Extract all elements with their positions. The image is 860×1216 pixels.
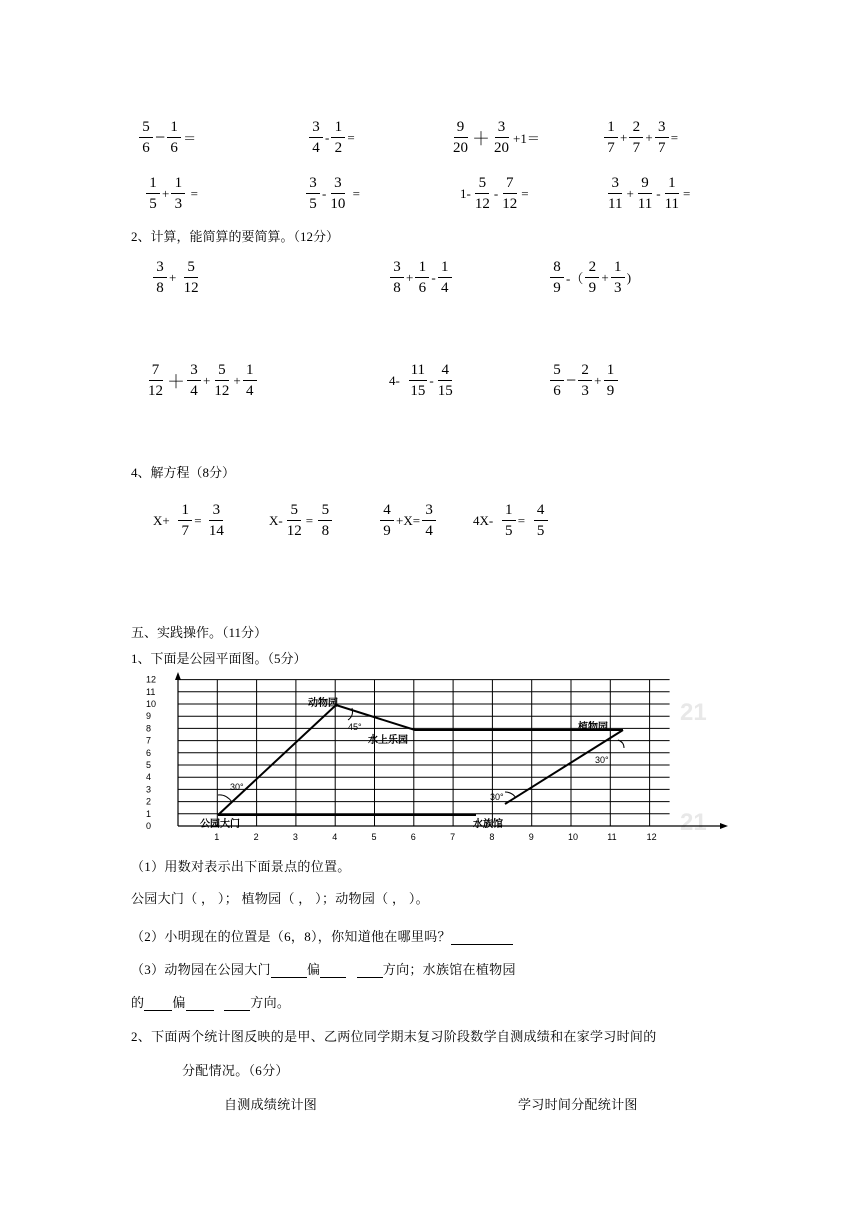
numerator: 1 — [611, 258, 625, 278]
denominator: 7 — [181, 523, 189, 539]
fraction — [407, 361, 428, 400]
numerator: 3 — [153, 258, 167, 278]
q1-2-line — [131, 926, 513, 945]
denominator: 12 — [214, 383, 230, 399]
denominator: 5 — [309, 196, 317, 212]
x-axis-arrow — [720, 823, 728, 829]
denominator: 15 — [437, 383, 453, 399]
q1-2-text: （2）小明现在的位置是（6，8），你知道他在哪里吗？ — [131, 929, 451, 944]
q1-3-text-d: 的 — [131, 995, 145, 1010]
numerator: 1 — [331, 118, 345, 138]
q2-heading-cont: 分配情况。（6分） — [182, 1063, 289, 1078]
fraction — [549, 258, 565, 297]
operator: + — [406, 269, 414, 285]
fraction — [435, 361, 456, 400]
watermark — [680, 699, 707, 836]
x-tick-label: 3 — [292, 832, 298, 842]
operator: = — [670, 129, 679, 145]
operator: = — [194, 512, 205, 528]
fraction — [330, 118, 346, 157]
q1-3-text-b: 偏 — [306, 962, 321, 977]
fraction — [177, 501, 193, 540]
calc-2 — [389, 258, 453, 297]
fraction — [186, 361, 202, 400]
fraction — [379, 501, 395, 540]
fraction — [491, 118, 512, 157]
denominator: 5 — [536, 523, 545, 539]
map-grid — [178, 680, 670, 826]
numerator: 3 — [608, 174, 622, 194]
fraction — [138, 118, 154, 157]
numerator: 4 — [534, 501, 548, 521]
denominator: 9 — [588, 280, 597, 296]
operator: − — [155, 127, 166, 147]
fraction — [635, 174, 655, 213]
fraction — [499, 174, 520, 213]
angle-arc-botanical — [618, 740, 624, 748]
denominator: 11 — [664, 196, 680, 212]
fraction — [628, 118, 644, 157]
park-map — [140, 670, 740, 846]
y-tick-label: 8 — [146, 723, 152, 734]
calc-1 — [152, 258, 202, 297]
y-tick-label: 9 — [146, 711, 152, 722]
operator: = — [521, 185, 529, 201]
operator: - — [429, 372, 434, 388]
numerator: 3 — [422, 501, 436, 521]
denominator: 6 — [170, 140, 178, 156]
section4-heading: 4、解方程（8分） — [131, 465, 236, 480]
operator: + — [645, 129, 653, 145]
denominator: 7 — [657, 140, 666, 156]
chart-title-right: 学习时间分配统计图 — [518, 1097, 638, 1112]
denominator: 8 — [156, 280, 164, 296]
x-tick-label: 10 — [568, 832, 579, 842]
numerator: 5 — [475, 174, 489, 194]
fraction — [327, 174, 348, 213]
quick-calc-4 — [603, 118, 679, 157]
y-tick-label: 7 — [146, 735, 152, 746]
numerator: 1 — [171, 174, 185, 194]
numerator: 5 — [318, 501, 332, 521]
numerator: 1 — [665, 174, 679, 194]
x-tick-label: 9 — [528, 832, 534, 842]
operator: + — [626, 185, 634, 201]
numerator: 3 — [187, 361, 201, 381]
x-tick-label: 6 — [410, 832, 416, 842]
fraction — [211, 361, 232, 400]
angle-arc-gate — [218, 795, 232, 802]
numerator: 5 — [184, 258, 198, 278]
fraction — [206, 501, 227, 540]
fraction — [577, 361, 593, 400]
denominator: 5 — [504, 523, 513, 539]
operator: + — [233, 372, 241, 388]
quick-calc-2 — [308, 118, 356, 157]
operator: - — [322, 185, 327, 201]
denominator: 4 — [312, 140, 320, 156]
angle-label-aquarium: 30° — [490, 792, 504, 802]
operator: ) — [626, 269, 632, 285]
y-tick-label: 1 — [146, 808, 152, 819]
numerator: 1 — [146, 174, 160, 194]
q1-3-line — [131, 959, 516, 978]
quick-calc-3 — [450, 118, 541, 157]
q1-3-blank-3[interactable] — [357, 965, 383, 978]
operator: X+ — [153, 512, 177, 528]
fraction — [152, 258, 168, 297]
denominator: 6 — [553, 383, 561, 399]
operator: -（ — [566, 271, 584, 286]
numerator: 1 — [178, 501, 192, 521]
q1-3-blank-6[interactable] — [224, 998, 250, 1011]
y-tick-label: 5 — [146, 760, 152, 770]
numerator: 5 — [550, 361, 564, 381]
fraction — [317, 501, 333, 540]
fraction — [654, 118, 670, 157]
numerator: 5 — [139, 118, 153, 138]
q1-2-answer-blank[interactable] — [451, 932, 513, 945]
operator: = — [683, 185, 691, 201]
denominator: 4 — [440, 280, 449, 296]
numerator: 7 — [149, 361, 163, 381]
fraction — [450, 118, 471, 157]
y-tick-label: 12 — [146, 674, 157, 685]
operator: + — [594, 372, 602, 388]
operator: + — [601, 269, 609, 285]
fraction — [437, 258, 453, 297]
operator: + — [620, 129, 628, 145]
numerator: 3 — [655, 118, 669, 138]
fraction — [305, 174, 321, 213]
y-tick-label: 6 — [146, 747, 152, 758]
numerator: 11 — [409, 361, 427, 381]
numerator: 3 — [209, 501, 223, 521]
y-tick-label: 2 — [146, 796, 152, 807]
q1-3-blank-4[interactable] — [144, 998, 172, 1011]
fraction — [603, 361, 619, 400]
denominator: 12 — [148, 383, 163, 399]
denominator: 8 — [393, 280, 401, 296]
q1-3-blank-5[interactable] — [186, 998, 214, 1011]
fraction — [605, 174, 625, 213]
denominator: 6 — [142, 140, 150, 156]
numerator: 3 — [306, 174, 320, 194]
quick-calc-5 — [145, 174, 199, 213]
equation-2 — [268, 501, 333, 540]
operator: + — [169, 269, 180, 285]
denominator: 4 — [245, 383, 254, 399]
denominator: 14 — [208, 523, 224, 539]
denominator: 12 — [502, 196, 518, 212]
numerator: 9 — [454, 118, 468, 138]
denominator: 12 — [286, 523, 302, 539]
denominator: 8 — [321, 523, 330, 539]
equation-4 — [472, 501, 549, 540]
numerator: 5 — [287, 501, 301, 521]
operator: + — [162, 185, 170, 201]
denominator: 9 — [606, 383, 615, 399]
calc-5 — [388, 361, 456, 400]
denominator: 4 — [190, 383, 198, 399]
operator: - — [431, 269, 436, 285]
numerator: 4 — [438, 361, 452, 381]
operator: = — [305, 512, 317, 528]
operator: X- — [269, 512, 283, 528]
denominator: 2 — [334, 140, 343, 156]
fraction — [603, 118, 619, 157]
calc-3 — [549, 258, 632, 297]
operator: = — [187, 185, 198, 201]
fraction — [584, 258, 600, 297]
y-tick-label: 10 — [146, 699, 157, 709]
fraction — [308, 118, 324, 157]
fraction — [181, 258, 202, 297]
fraction — [284, 501, 305, 540]
chart-title-left: 自测成绩统计图 — [224, 1097, 318, 1112]
numerator: 8 — [550, 258, 564, 278]
operator: - — [656, 185, 661, 201]
operator: ＋ — [472, 128, 490, 149]
angle-label-gate: 30° — [230, 782, 244, 792]
numerator: 1 — [604, 118, 618, 138]
label-zoo: 动物园 — [308, 698, 338, 709]
x-tick-label: 8 — [489, 832, 495, 842]
x-tick-label: 5 — [371, 832, 377, 842]
denominator: 6 — [418, 280, 427, 296]
fraction — [145, 174, 161, 213]
angle-label-zoo: 45° — [348, 722, 362, 732]
numerator: 5 — [215, 361, 229, 381]
q1-1-answer-line: 公园大门（ ， ）； 植物园（ ， ）；动物园（ ， ）。 — [131, 891, 429, 906]
q1-3-text-c: 方向；水族馆在植物园 — [382, 962, 516, 977]
fraction — [533, 501, 549, 540]
x-tick-label: 11 — [607, 832, 617, 842]
y-tick-label: 3 — [146, 784, 152, 795]
denominator: 4 — [425, 523, 433, 539]
numerator: 1 — [438, 258, 452, 278]
operator: - — [325, 129, 330, 145]
y-axis-arrow — [175, 672, 181, 680]
denominator: 5 — [149, 196, 157, 212]
denominator: 7 — [632, 140, 641, 156]
denominator: 9 — [383, 523, 391, 539]
operator: +X= — [396, 512, 421, 528]
x-tick-label: 1 — [214, 832, 220, 842]
operator: 4- — [389, 372, 407, 388]
fraction — [145, 361, 166, 400]
operator: − — [566, 370, 577, 390]
fraction — [501, 501, 517, 540]
operator: = — [349, 185, 360, 201]
numerator: 1 — [415, 258, 429, 278]
denominator: 11 — [608, 196, 623, 212]
quick-calc-6 — [305, 174, 361, 213]
q1-1-text: （1）用数对表示出下面景点的位置。 — [131, 859, 351, 874]
q1-3-blank-1[interactable] — [271, 965, 307, 978]
q1-3-line-2 — [131, 992, 290, 1011]
numerator: 1 — [502, 501, 516, 521]
denominator: 3 — [581, 383, 589, 399]
numerator: 3 — [495, 118, 509, 138]
angle-label-botanical: 30° — [595, 755, 609, 765]
x-tick-label: 4 — [332, 832, 338, 842]
numerator: 9 — [638, 174, 652, 194]
denominator: 20 — [453, 140, 468, 156]
quick-calc-7 — [459, 174, 530, 213]
q1-heading: 1、下面是公园平面图。（5分） — [131, 651, 307, 666]
section2-heading: 2、计算，能简算的要简算。（12分） — [131, 229, 340, 244]
operator: 4X- — [473, 512, 500, 528]
denominator: 20 — [494, 140, 509, 156]
y-tick-label: 4 — [146, 772, 152, 783]
denominator: 15 — [410, 383, 426, 399]
quick-calc-1 — [138, 118, 197, 157]
x-tick-label: 7 — [450, 832, 456, 842]
operator: - — [493, 185, 499, 201]
denominator: 3 — [174, 196, 183, 212]
numerator: 3 — [331, 174, 345, 194]
y-tick-label: 0 — [146, 821, 152, 831]
fraction — [389, 258, 405, 297]
denominator: 3 — [613, 280, 622, 296]
fraction — [549, 361, 565, 400]
operator: = — [517, 512, 532, 528]
x-tick-label: 2 — [253, 832, 259, 842]
numerator: 4 — [380, 501, 394, 521]
denominator: 11 — [637, 196, 653, 212]
calc-6 — [549, 361, 619, 400]
numerator: 3 — [309, 118, 323, 138]
operator: +1＝ — [513, 131, 540, 146]
fraction — [421, 501, 437, 540]
label-water-park: 水上乐园 — [368, 735, 408, 746]
route-gate-zoo-water — [218, 705, 623, 815]
q1-3-text-f: 方向。 — [250, 995, 291, 1010]
operator: 1- — [460, 185, 471, 201]
operator: + — [203, 372, 211, 388]
quick-calc-8 — [605, 174, 691, 213]
x-tick-label: 12 — [646, 832, 657, 842]
denominator: 12 — [474, 196, 490, 212]
numerator: 1 — [604, 361, 618, 381]
q1-3-text-e: 偏 — [172, 995, 186, 1010]
svg-text:21: 21 — [680, 699, 707, 726]
numerator: 1 — [243, 361, 257, 381]
denominator: 12 — [183, 280, 199, 296]
operator: ＋ — [167, 371, 185, 392]
label-gate: 公园大门 — [200, 819, 240, 830]
numerator: 2 — [578, 361, 592, 381]
fraction — [662, 174, 682, 213]
label-botanical: 植物园 — [578, 722, 608, 733]
denominator: 10 — [330, 196, 346, 212]
q1-3-text-a: （3）动物园在公园大门 — [131, 962, 271, 977]
denominator: 7 — [607, 140, 615, 156]
numerator: 3 — [390, 258, 404, 278]
fraction — [170, 174, 186, 213]
equation-3 — [379, 501, 437, 540]
map-ticks — [146, 675, 657, 842]
operator: ＝ — [183, 131, 197, 146]
calc-4 — [145, 361, 258, 400]
numerator: 2 — [585, 258, 599, 278]
svg-text:21: 21 — [680, 809, 707, 836]
fraction — [414, 258, 430, 297]
fraction — [610, 258, 626, 297]
label-aquarium: 水族馆 — [473, 819, 503, 830]
numerator: 1 — [167, 118, 181, 138]
denominator: 9 — [553, 280, 561, 296]
y-tick-label: 11 — [146, 686, 156, 697]
fraction — [242, 361, 258, 400]
fraction — [166, 118, 182, 157]
numerator: 2 — [629, 118, 643, 138]
equation-1 — [152, 501, 227, 540]
q1-3-blank-2[interactable] — [320, 965, 346, 978]
operator: = — [347, 129, 355, 145]
section5-heading: 五、实践操作。（11分） — [131, 625, 268, 640]
q2-heading: 2、下面两个统计图反映的是甲、乙两位同学期末复习阶段数学自测成绩和在家学习时间的 — [131, 1029, 657, 1044]
fraction — [472, 174, 493, 213]
numerator: 7 — [503, 174, 517, 194]
